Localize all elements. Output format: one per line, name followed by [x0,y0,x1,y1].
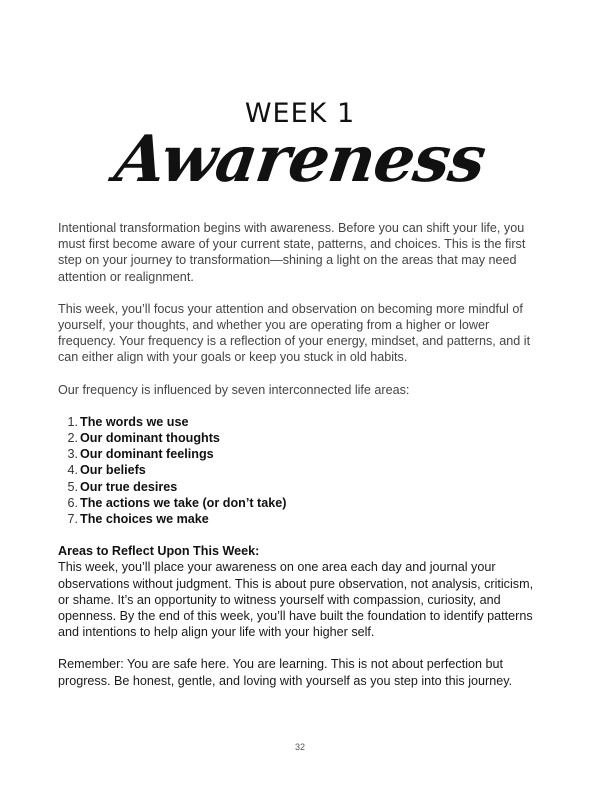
list-text: The actions we take (or don’t take) [80,495,287,510]
list-number: 4. [67,463,78,478]
list-number: 1. [67,414,78,429]
list-text: Our true desires [80,479,178,494]
list-number: 5. [67,479,78,494]
list-item [66,430,546,446]
list-item [66,414,546,430]
intro-paragraph: Intentional transformation begins with awareness. Before you can shift your life, you must first become aware of your current state, patterns, and choices. This is the first step on your journey to transformation—shining a light on the areas that may need attention or realignment. [58,221,526,284]
list-text: The words we use [80,414,189,429]
list-number: 2. [67,431,78,446]
list-text: The choices we make [80,512,209,527]
list-number: 3. [67,447,78,462]
reflect-paragraph: This week, you’ll place your awareness on one area each day and journal your observations without judgment. This is about pure observation, not analysis, criticism, or shame. It’s an opportunity to witness yourself with compassion, curiosity, and openness. By the end of this week, you’ll have built the foundation to identify patterns and intentions to help align your life with your higher self. [58,560,534,640]
reflect-heading: Areas to Reflect Upon This Week: [58,544,260,559]
life-areas-list [58,414,546,527]
list-item [66,511,546,527]
list-number: 6. [67,495,78,510]
closing-paragraph: Remember: You are safe here. You are learning. This is not about perfection but progress. Be honest, gentle, and loving with yourself as you step into this journey. [58,657,513,688]
page-body [58,220,546,705]
list-number: 7. [67,512,78,527]
list-text: Our dominant feelings [80,447,214,462]
list-item [66,479,546,495]
page-number: 32 [294,742,305,752]
list-text: Our dominant thoughts [80,431,220,446]
list-item [66,462,546,478]
week-label: WEEK 1 [244,98,356,129]
focus-paragraph: This week, you’ll focus your attention and observation on becoming more mindful of yourself, your thoughts, and whether you are operating from a higher or lower frequency. Your frequency is a reflection of your energy, mindset, and patterns, and it can either align with your goals or keep you stuck in old habits. [58,301,531,365]
list-text: Our beliefs [80,463,146,478]
frequency-paragraph: Our frequency is influenced by seven interconnected life areas: [58,382,410,397]
page-title: Awareness [110,122,490,197]
list-item [66,495,546,511]
list-item [66,446,546,462]
